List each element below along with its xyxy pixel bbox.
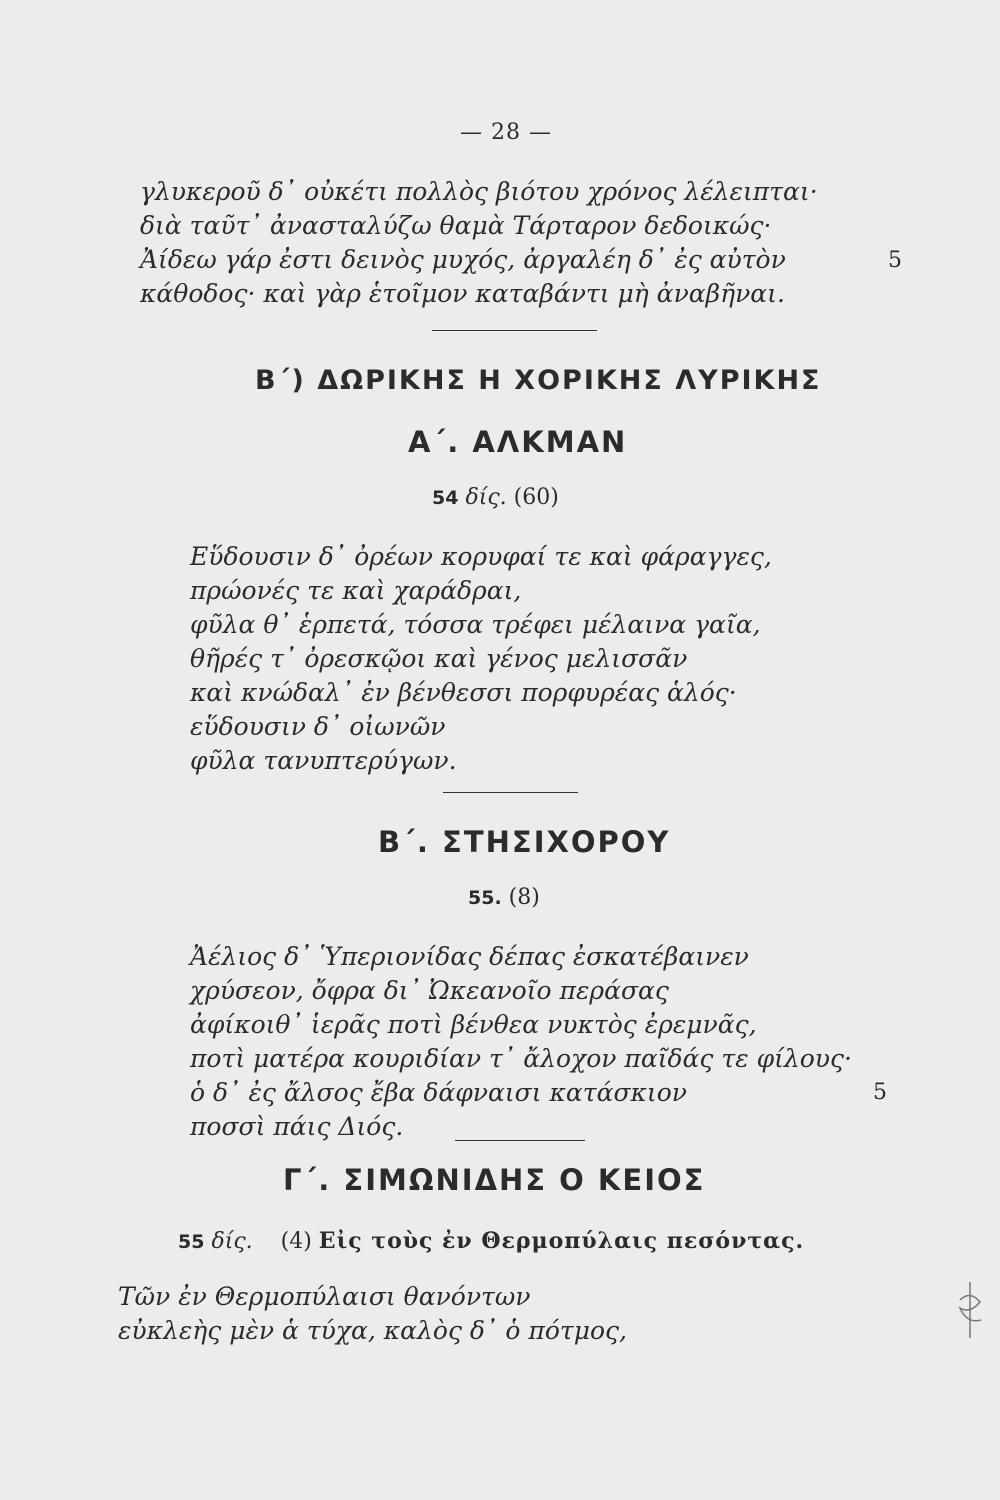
fragment-ref: (60) bbox=[513, 485, 559, 510]
author-heading-stesichorus: Β΄. ΣΤΗΣΙΧΟΡΟΥ bbox=[378, 825, 671, 859]
margin-mark-icon bbox=[955, 1280, 985, 1340]
verse-line: Εὕδουσιν δ᾽ ὀρέων κορυφαί τε καὶ φάραγγες, bbox=[190, 542, 772, 571]
divider bbox=[432, 330, 597, 331]
fragment-ref: (8) bbox=[508, 885, 540, 910]
verse-line: Ἀίδεω γάρ ἐστι δεινὸς μυχός, ἀργαλέη δ᾽ ἐς αὐτὸν bbox=[140, 245, 786, 274]
line-number: 5 bbox=[873, 1080, 887, 1105]
verse-line: εὐκλεὴς μὲν ἁ τύχα, καλὸς δ᾽ ὁ πότμος, bbox=[118, 1316, 627, 1345]
author-heading-simonides: Γ΄. ΣΙΜΩΝΙΔΗΣ Ο ΚΕΙΟΣ bbox=[283, 1163, 706, 1197]
fragment-ref: (4) bbox=[280, 1229, 312, 1254]
fragment-title: Εἰς τοὺς ἐν Θερμοπύλαις πεσόντας. bbox=[318, 1228, 805, 1254]
page-number: — 28 — bbox=[460, 120, 552, 145]
verse-line: κάθοδος· καὶ γὰρ ἑτοῖμον καταβάντι μὴ ἀναβῆναι. bbox=[140, 279, 785, 308]
poem-simonides bbox=[118, 1280, 627, 1348]
poem-alkman bbox=[190, 540, 772, 778]
poem-block-1 bbox=[140, 175, 818, 311]
verse-line: εὕδουσιν δ᾽ οἰωνῶν bbox=[190, 712, 446, 741]
verse-line: ὁ δ᾽ ἐς ἄλσος ἔβα δάφναισι κατάσκιον bbox=[190, 1078, 687, 1107]
fragment-number: 55. bbox=[468, 887, 502, 909]
fragment-note: δίς. bbox=[211, 1229, 253, 1254]
verse-line: Ἀέλιος δ᾽ Ὑπεριονίδας δέπας ἐσκατέβαινεν bbox=[190, 942, 749, 971]
verse-line: ποτὶ ματέρα κουριδίαν τ᾽ ἄλοχον παῖδάς τε φίλους· bbox=[190, 1044, 852, 1073]
verse-line: φῦλα θ᾽ ἑρπετά, τόσσα τρέφει μέλαινα γαῖα, bbox=[190, 610, 761, 639]
verse-line: ἀφίκοιθ᾽ ἱερᾶς ποτὶ βένθεα νυκτὸς ἐρεμνᾶς, bbox=[190, 1010, 757, 1039]
fragment-number: 54 bbox=[432, 487, 459, 509]
divider bbox=[443, 792, 578, 793]
fragment-number-alkman bbox=[432, 485, 559, 510]
verse-line: Τῶν ἐν Θερμοπύλαισι θανόντων bbox=[118, 1282, 531, 1311]
verse-line: καὶ κνώδαλ᾽ ἐν βένθεσσι πορφυρέας ἁλός· bbox=[190, 678, 737, 707]
verse-line: διὰ ταῦτ᾽ ἀνασταλύζω θαμὰ Τάρταρον δεδοικώς· bbox=[140, 211, 772, 240]
fragment-number-simonides bbox=[178, 1228, 804, 1254]
divider bbox=[455, 1140, 585, 1141]
verse-line: πρώονές τε καὶ χαράδραι, bbox=[190, 576, 522, 605]
verse-line: γλυκεροῦ δ᾽ οὐκέτι πολλὸς βιότου χρόνος λέλειπται· bbox=[140, 177, 818, 206]
fragment-number: 55 bbox=[178, 1231, 205, 1253]
fragment-number-stesichorus bbox=[468, 885, 540, 910]
verse-line: χρύσεον, ὄφρα δι᾽ Ὠκεανοῖο περάσας bbox=[190, 976, 669, 1005]
section-heading: Β΄) ΔΩΡΙΚΗΣ Η ΧΟΡΙΚΗΣ ΛΥΡΙΚΗΣ bbox=[255, 365, 822, 396]
poem-stesichorus bbox=[190, 940, 852, 1144]
verse-line: θῆρές τ᾽ ὀρεσκῷοι καὶ γένος μελισσᾶν bbox=[190, 644, 688, 673]
line-number: 5 bbox=[888, 248, 902, 273]
verse-line: ποσσὶ πάις Διός. bbox=[190, 1112, 404, 1141]
verse-line: φῦλα τανυπτερύγων. bbox=[190, 746, 457, 775]
fragment-note: δίς. bbox=[465, 485, 507, 510]
author-heading-alkman: Α΄. ΑΛΚΜΑΝ bbox=[408, 425, 628, 459]
